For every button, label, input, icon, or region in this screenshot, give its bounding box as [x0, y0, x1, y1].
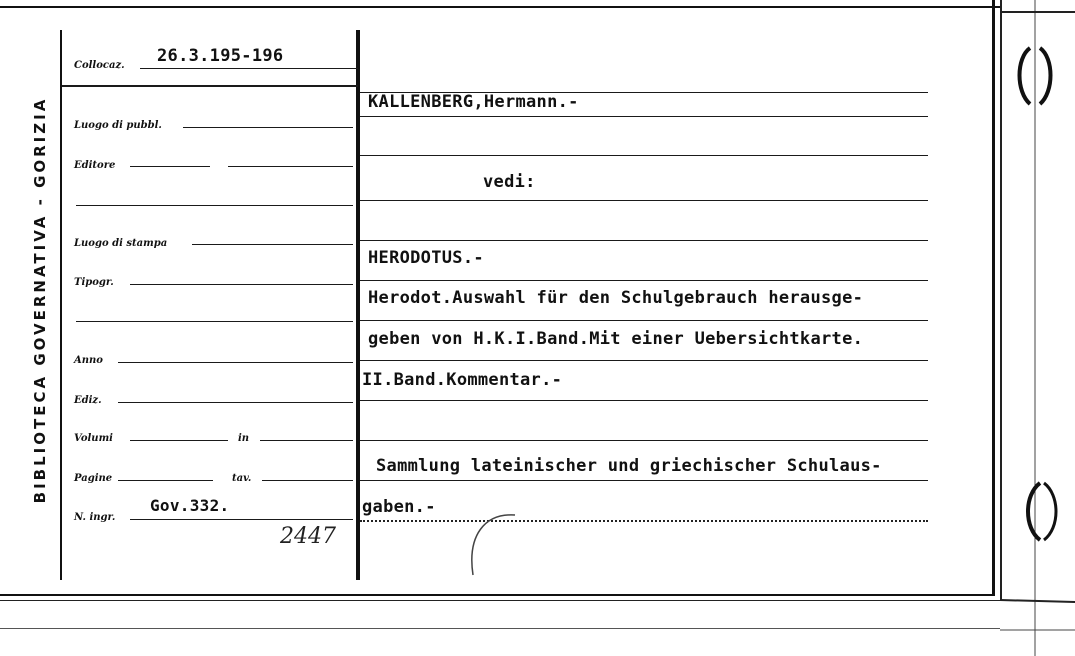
label-anno: Anno: [74, 355, 103, 366]
label-pagine: Pagine: [74, 473, 113, 484]
rule-8: [360, 360, 928, 361]
tav-line: [262, 480, 353, 481]
label-tipogr: Tipogr.: [74, 277, 114, 288]
label-volumi: Volumi: [74, 433, 113, 444]
label-tav: tav.: [232, 473, 252, 484]
card-edge-artifacts: [1000, 0, 1075, 656]
editore-line-1: [130, 166, 210, 167]
collocazione-underline: [140, 68, 358, 69]
rule-10: [360, 440, 928, 441]
left-margin-rule: [60, 30, 62, 580]
scan-edge-1: [0, 600, 1000, 601]
rule-4: [360, 200, 928, 201]
rule-12: [360, 520, 928, 522]
entry-reference: HERODOTUS.-: [368, 248, 484, 268]
entry-title-line-2: geben von H.K.I.Band.Mit einer Uebersichtkarte.: [368, 329, 864, 349]
label-ediz: Ediz.: [74, 395, 102, 406]
header-rule: [62, 85, 358, 87]
luogo-pubbl-line: [183, 127, 353, 128]
rule-2: [360, 116, 928, 117]
blank-line-1: [76, 205, 353, 206]
entry-author: KALLENBERG,Hermann.-: [368, 92, 579, 112]
entry-series-line-1: Sammlung lateinischer und griechischer Schulaus-: [376, 456, 882, 476]
rule-6: [360, 280, 928, 281]
label-editore: Editore: [74, 160, 116, 171]
blank-line-2: [76, 321, 353, 322]
volumi-line: [130, 440, 228, 441]
center-divider: [356, 30, 360, 580]
rule-7: [360, 320, 928, 321]
in-line: [260, 440, 353, 441]
rule-3: [360, 155, 928, 156]
pagine-line: [118, 480, 213, 481]
collocazione-value: 26.3.195-196: [157, 46, 284, 66]
handwritten-number: 2447: [280, 524, 336, 549]
library-spine-label: BIBLIOTECA GOVERNATIVA - GORIZIA: [31, 96, 49, 504]
rule-11: [360, 480, 928, 481]
tipogr-line: [130, 284, 353, 285]
n-ingr-value: Gov.332.: [150, 496, 230, 515]
entry-volume: II.Band.Kommentar.-: [362, 370, 563, 390]
anno-line: [118, 362, 353, 363]
label-n-ingr: N. ingr.: [74, 512, 116, 523]
scan-edge-2: [0, 628, 1000, 629]
label-collocazione: Collocaz.: [74, 60, 125, 71]
rule-9: [360, 400, 928, 401]
entry-see: vedi:: [483, 172, 536, 192]
label-luogo-pubbl: Luogo di pubbl.: [74, 120, 162, 131]
rule-5: [360, 240, 928, 241]
editore-line-2: [228, 166, 353, 167]
luogo-stampa-line: [192, 244, 353, 245]
pencil-mark: [455, 505, 535, 585]
n-ingr-line: [130, 519, 353, 520]
label-luogo-stampa: Luogo di stampa: [74, 238, 168, 249]
entry-series-line-2: gaben.-: [362, 497, 436, 517]
label-in: in: [238, 433, 250, 444]
entry-title-line-1: Herodot.Auswahl für den Schulgebrauch herausge-: [368, 288, 864, 308]
card-top-edge: [0, 6, 1000, 8]
ediz-line: [118, 402, 353, 403]
